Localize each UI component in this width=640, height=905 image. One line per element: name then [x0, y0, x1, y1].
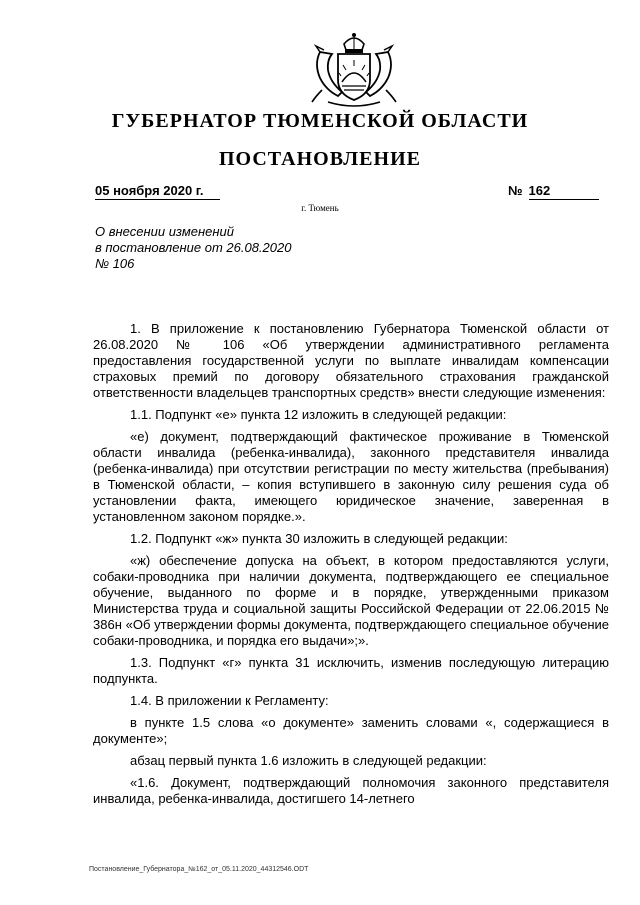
footer-filename: Постановление_Губернатора_№162_от_05.11.2020_44312546.ODT	[89, 866, 309, 873]
city-label: г. Тюмень	[301, 203, 339, 213]
organization-title: ГУБЕРНАТОР ТЮМЕНСКОЙ ОБЛАСТИ	[111, 110, 529, 132]
number-sign: №	[508, 183, 523, 198]
document-date: 05 ноября 2020 г.	[95, 182, 220, 200]
subject-line: № 106	[95, 256, 135, 271]
body-paragraph: 1.3. Подпункт «г» пункта 31 исключить, изменив последующую литерацию подпункта.	[93, 655, 609, 686]
body-paragraph: абзац первый пункта 1.6 изложить в следующей редакции:	[130, 753, 487, 768]
body-paragraph: 1.4. В приложении к Регламенту:	[130, 693, 329, 708]
subject-line: в постановление от 26.08.2020	[95, 240, 292, 255]
body-paragraph: в пункте 1.5 слова «о документе» заменить словами «, содержащиеся в документе»;	[93, 715, 609, 746]
document-number-block	[508, 182, 599, 200]
subject-block	[95, 224, 355, 272]
document-type-title: ПОСТАНОВЛЕНИЕ	[219, 148, 421, 170]
body-paragraph: «ж) обеспечение допуска на объект, в котором предоставляются услуги, собаки-проводника при наличии документа, подтверждающего ее специальное обучение, выданного по форме и в порядке, утвержденными приказом Министерства труда и социальной защиты Российской Федерации от 22.06.2015 № 386н «Об утверждении формы документа, подтверждающего специальное обучение собаки-проводника, и порядка его выдачи»;».	[93, 553, 609, 648]
document-number: 162	[529, 182, 599, 200]
body-paragraph: 1.2. Подпункт «ж» пункта 30 изложить в следующей редакции:	[130, 531, 508, 546]
body-paragraph: 1.1. Подпункт «е» пункта 12 изложить в следующей редакции:	[130, 407, 507, 422]
coat-of-arms-emblem	[308, 30, 400, 110]
body-paragraph: «е) документ, подтверждающий фактическое проживание в Тюменской области инвалида (ребенка-инвалида), законного представителя инвалида (ребенка-инвалида) при отсутствии регистрации по месту жительства (пребывания) в Тюменской области, – копия вступившего в законную силу решения суда об установлении факта, имеющего юридическое значение, заверенная в установленном законом порядке.».	[93, 429, 609, 524]
body-paragraph: 1. В приложение к постановлению Губернатора Тюменской области от 26.08.2020 № 106 «Об утверждении административного регламента предоставления государственной услуги по выплате инвалидам компенсации страховых премий по договору обязательного страхования гражданской ответственности владельцев транспортных средств» внести следующие изменения:	[93, 321, 609, 400]
document-body	[93, 321, 609, 813]
subject-line: О внесении изменений	[95, 224, 234, 239]
body-paragraph: «1.6. Документ, подтверждающий полномочия законного представителя инвалида, ребенка-инвалида, достигшего 14-летнего	[93, 775, 609, 806]
